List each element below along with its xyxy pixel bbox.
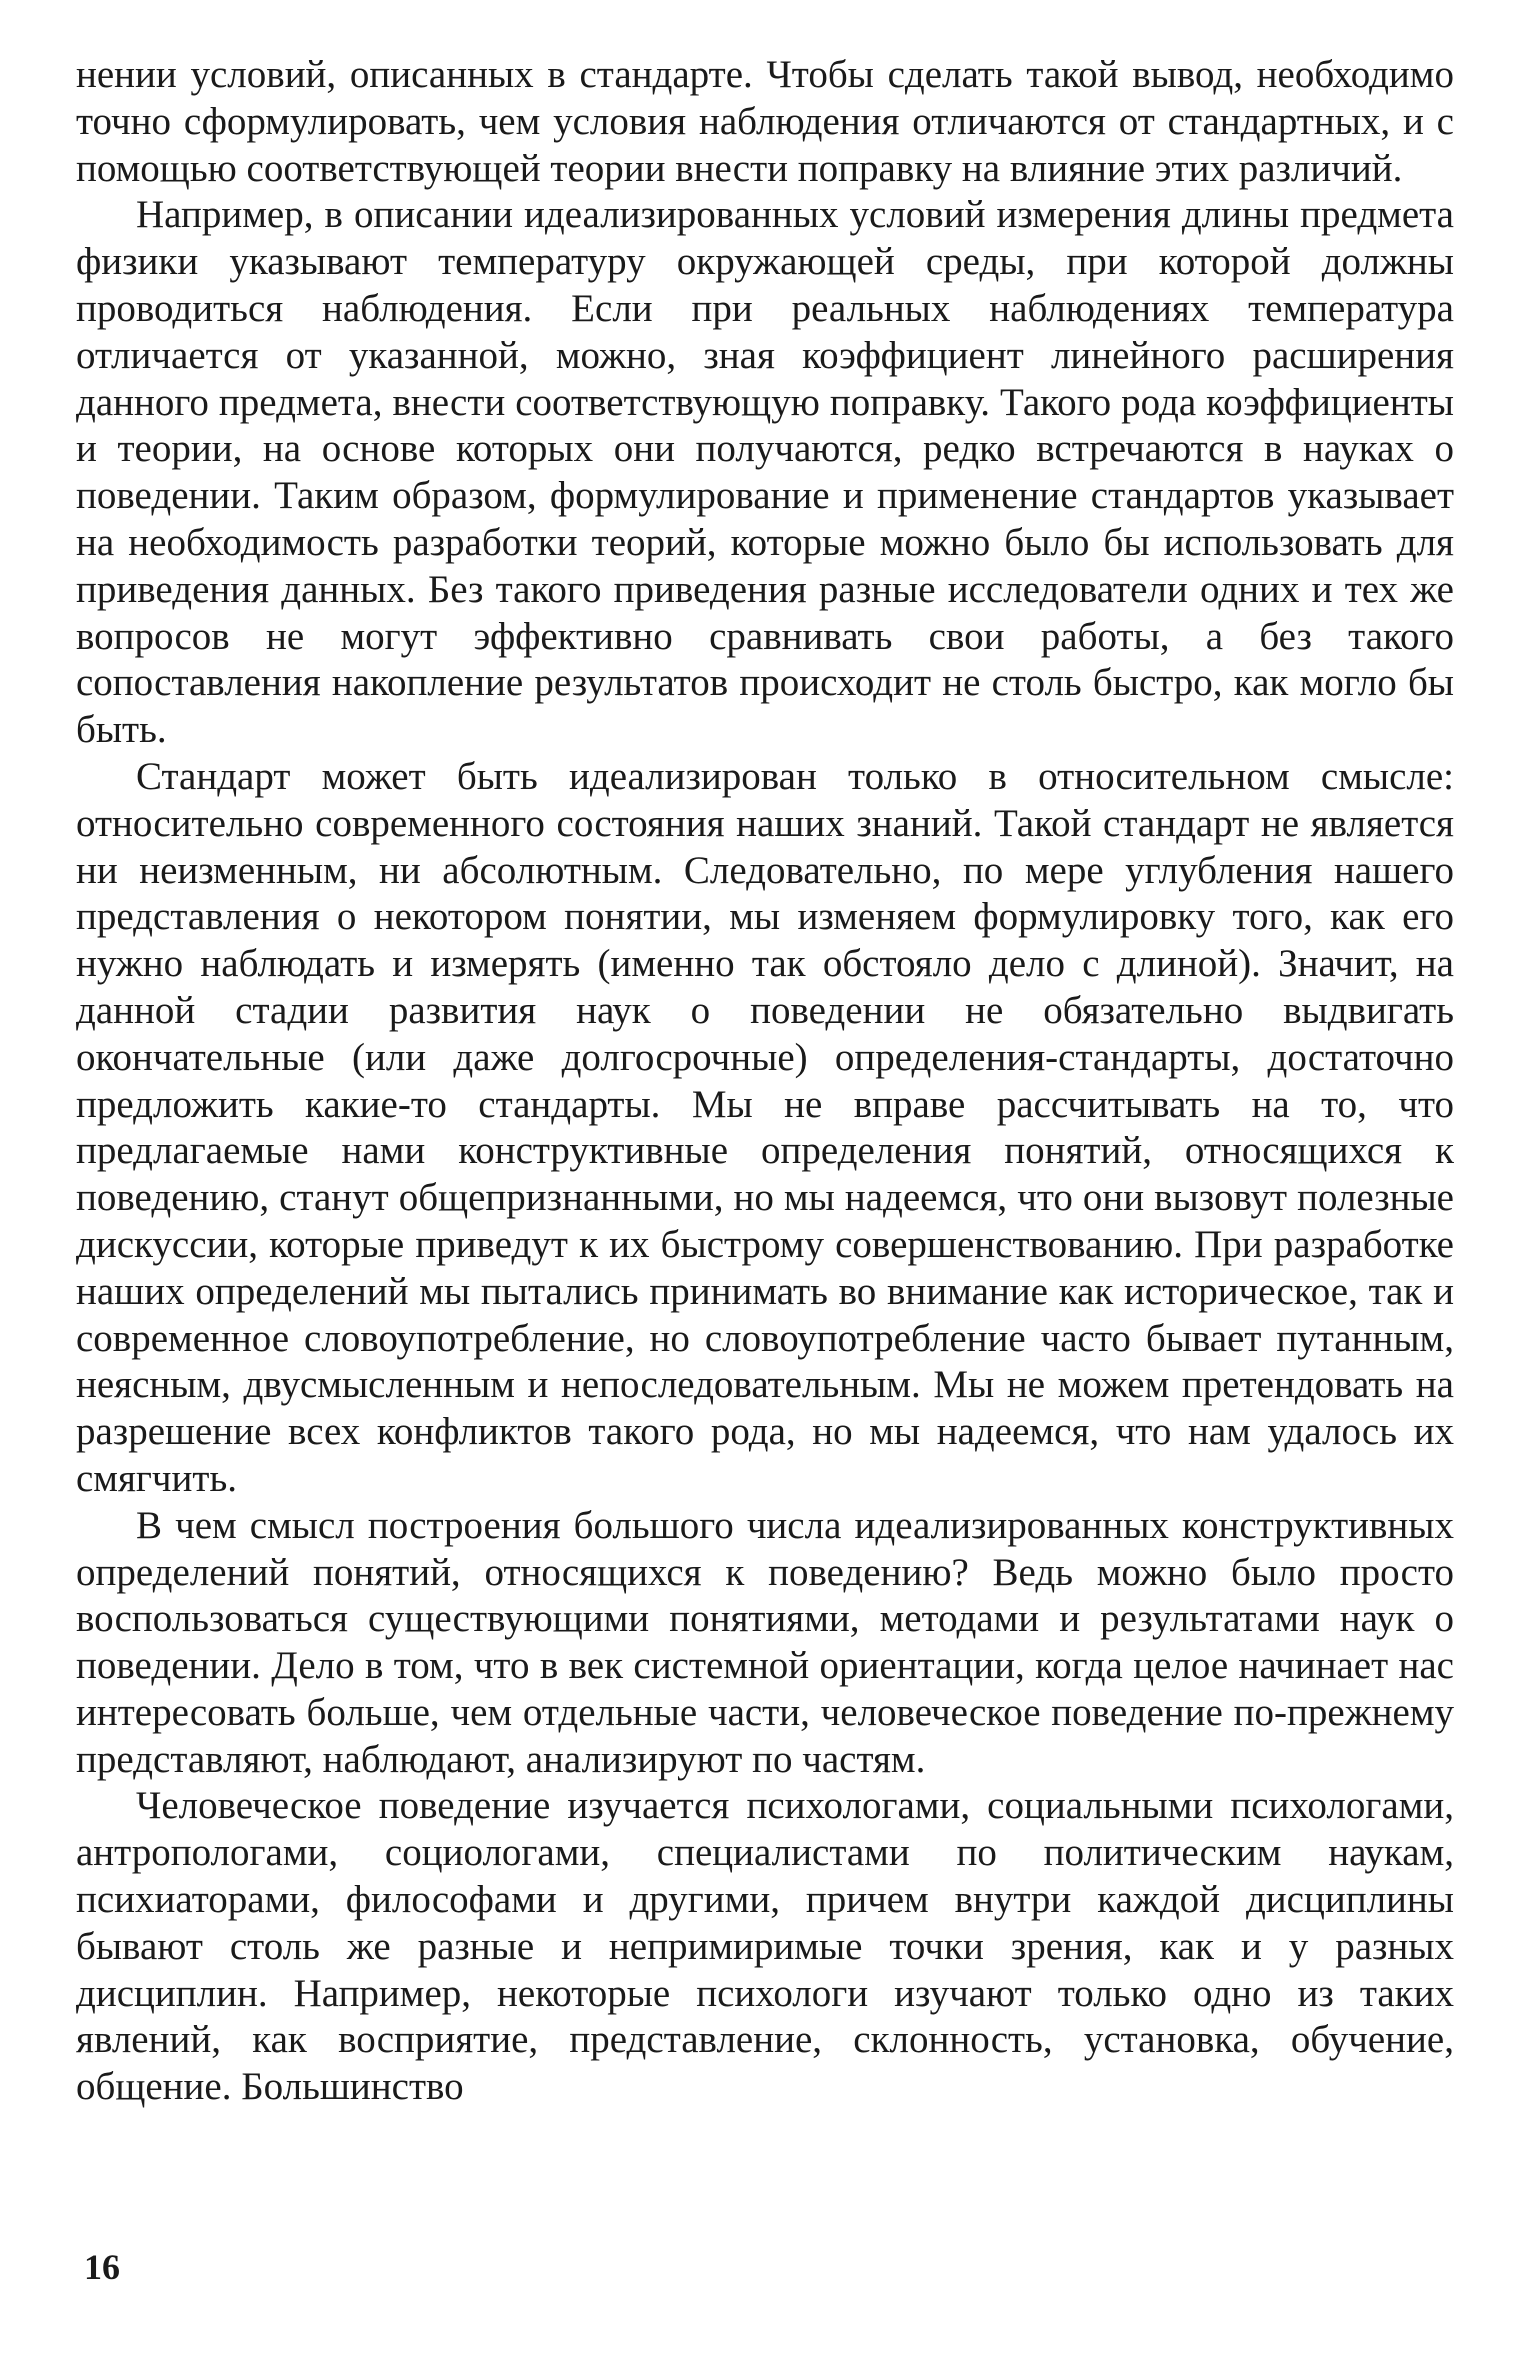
paragraph-4: В чем смысл построения большого числа идеализированных конструктивных определений понятий, относящихся к поведению? Ведь можно было просто воспользоваться существующими понятиями, методами и результатами наук о поведении. Дело в том, что в век системной ориентации, когда целое начинает нас интересовать больше, чем отдельные части, человеческое поведение по-прежнему представляют, наблюдают, анализируют по частям. xyxy=(76,1503,1454,1781)
page-body xyxy=(76,52,1454,2111)
paragraph-2: Например, в описании идеализированных условий измерения длины предмета физики указывают температуру окружающей среды, при которой должны проводиться наблюдения. Если при реальных наблюдениях температура отличается от указанной, можно, зная коэффициент линейного расширения данного предмета, внести соответствующую поправку. Такого рода коэффициенты и теории, на основе которых они получаются, редко встречаются в науках о поведении. Таким образом, формулирование и применение стандартов указывает на необходимость разработки теорий, которые можно было бы использовать для приведения данных. Без такого приведения разные исследователи одних и тех же вопросов не могут эффективно сравнивать свои работы, а без такого сопоставления накопление результатов происходит не столь быстро, как могло бы быть. xyxy=(76,193,1454,752)
paragraph-1: нении условий, описанных в стандарте. Чтобы сделать такой вывод, необходимо точно сформулировать, чем условия наблюдения отличаются от стандартных, и с помощью соответствующей теории внести поправку на влияние этих различий. xyxy=(76,53,1454,190)
paragraph-3: Стандарт может быть идеализирован только в относительном смысле: относительно современного состояния наших знаний. Такой стандарт не является ни неизменным, ни абсолютным. Следовательно, по мере углубления нашего представления о некотором понятии, мы изменяем формулировку того, как его нужно наблюдать и измерять (именно так обстояло дело с длиной). Значит, на данной стадии развития наук о поведении не обязательно выдвигать окончательные (или даже долгосрочные) определения-стандарты, достаточно предложить какие-то стандарты. Мы не вправе рассчитывать на то, что предлагаемые нами конструктивные определения понятий, относящихся к поведению, станут общепризнанными, но мы надеемся, что они вызовут полезные дискуссии, которые приведут к их быстрому совершенствованию. При разработке наших определений мы пытались принимать во внимание как историческое, так и современное словоупотребление, но словоупотребление часто бывает путанным, неясным, двусмысленным и непоследовательным. Мы не можем претендовать на разрешение всех конфликтов такого рода, но мы надеемся, что нам удалось их смягчить. xyxy=(76,754,1454,1500)
paragraph-5: Человеческое поведение изучается психологами, социальными психологами, антропологами, социологами, специалистами по политическим наукам, психиаторами, философами и другими, причем внутри каждой дисциплины бывают столь же разные и непримиримые точки зрения, как и у разных дисциплин. Например, некоторые психологи изучают только одно из таких явлений, как восприятие, представление, склонность, установка, обучение, общение. Большинство xyxy=(76,1784,1454,2109)
page-number: 16 xyxy=(84,2247,120,2287)
